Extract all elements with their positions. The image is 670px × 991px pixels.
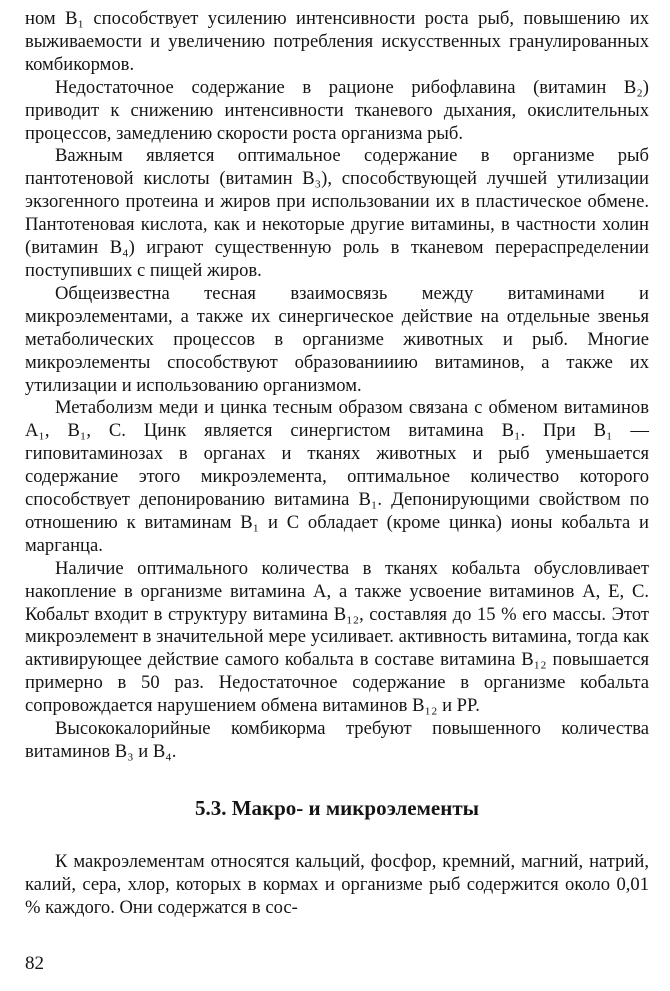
paragraph-macroelements: К макроэлементам относятся кальций, фосфор, кремний, магний, натрий, калий, сера, хлор, которых в кормах и организме рыб содержится около 0,01 % каждого. Они содержатся в сос- [25,850,649,918]
section-heading: 5.3. Макро- и микроэлементы [194,795,480,820]
paragraph-pantothenic-acid: Важным является оптимальное содержание в организме рыб пантотеновой кислоты (витамин B₃), способствующей лучшей утилизации экзогенного протеина и жиров при использовании их в пластическое обмене. Пантотеновая кислота, как и некоторые другие витамины, в частности холин (витамин B₄) играют существенную роль в тканевом перераспределении поступивших с пищей жиров. [25,145,649,281]
page-number: 82 [25,953,44,974]
page-text [25,8,649,920]
paragraph-copper-zinc: Метаболизм меди и цинка тесным образом связана с обменом витаминов A₁, B₁, C. Цинк является синергистом витамина B₁. При B₁ — гиповитаминозах в органах и тканях животных и рыб уменьшается содержание этого микроэлемента, оптимальное количество которого способствует депонированию витамина B₁. Депонирующими свойством по отношению к витаминам B₁ и C обладает (кроме цинка) ионы кобальта и марганца. [25,397,649,556]
paragraph-cobalt: Наличие оптимального количества в тканях кобальта обусловливает накопление в организме витамина A, а также усвоение витаминов A, E, C. Кобальт входит в структуру витамина B₁₂, составляя до 15 % его массы. Этот микроэлемент в значительной мере усиливает. активность витамина, тогда как активирующее действие самого кобальта в составе витамина B₁₂ повышается примерно в 50 раз. Недостаточное содержание в организме кобальта сопровождается нарушением обмена витаминов B₁₂ и PP. [25,557,649,717]
paragraph-continuation: ном B₁ способствует усилению интенсивности роста рыб, повышению их выживаемости и увеличению потребления искусственных гранулированных комбикормов. [25,8,649,75]
paragraph-riboflavin: Недостаточное содержание в рационе рибофлавина (витамин B₂) приводит к снижению интенсивности тканевого дыхания, окислительных процессов, замедлению скорости роста организма рыб. [25,76,649,144]
paragraph-high-calorie-feed: Высококалорийные комбикорма требуют повышенного количества витаминов B₃ и B₄. [25,718,649,762]
paragraph-vitamins-microelements: Общеизвестна тесная взаимосвязь между витаминами и микроэлементами, а также их синергическое действие на отдельные звенья метаболических процессов в организме животных и рыб. Многие микроэлементы способствуют образованииию витаминов, а также их утилизации и использованию организмом. [25,282,649,396]
